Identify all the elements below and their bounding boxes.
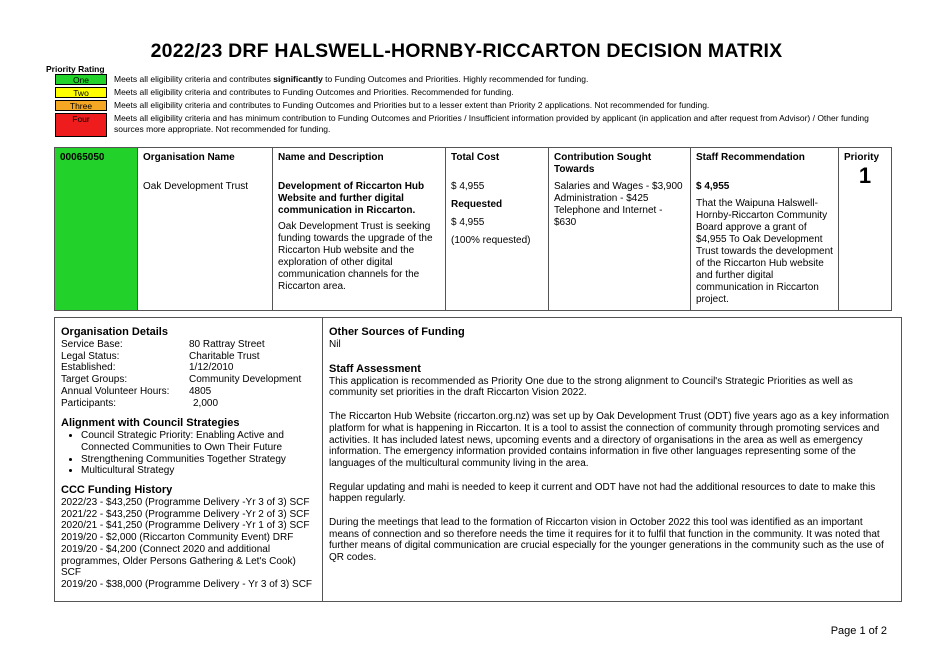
right-column [323,318,901,572]
rating-two-label: Two [55,87,107,98]
funding-history-heading: CCC Funding History [61,484,173,497]
total-cost: $ 4,955 [451,181,485,192]
cost-cell [446,148,549,311]
assessment-paragraph: This application is recommended as Priority One due to the strong alignment to Council's Strategic Priorities as well as community set priorities in the draft Riccarton Vision 2022. [329,375,853,399]
alignment-list [61,430,316,477]
left-column [55,318,323,601]
application-id: 00065050 [55,148,138,311]
details-panel [54,317,902,602]
project-description: Oak Development Trust is seeking funding towards the upgrade of the Riccarton Hub website and the exploration of other digital communication channels for the Riccarton area. [278,221,433,292]
assessment-paragraph: During the meetings that lead to the formation of Riccarton vision in October 2022 this tool was identified as an important means of connection and so therefore needs the time it requires for it to fulfil that function in the community. It was noted that further means of digital communication are crucial especially for the younger generations in the community such as the use of QR codes. [329,517,884,564]
priority-rating-heading: Priority Rating [46,64,105,74]
staff-header: Staff Recommendation [696,152,805,163]
org-header: Organisation Name [143,152,235,163]
org-details-heading: Organisation Details [61,326,168,338]
sought-header: Contribution Sought Towards [554,152,652,175]
list-item: 2019/20 - $38,000 (Programme Delivery - Yr 3 of 3) SCF [61,578,313,590]
list-item: 2019/20 - $2,000 (Riccarton Community Event) DRF [61,532,294,544]
list-item: 2020/21 - $41,250 (Programme Delivery -Yr 1 of 3) SCF [61,520,310,532]
priority-value: 1 [858,163,872,188]
application-table [54,147,892,311]
staff-assessment-heading: Staff Assessment [329,362,421,375]
org-cell [138,148,273,311]
priority-header: Priority [844,152,880,163]
desc-header: Name and Description [278,152,384,163]
list-item: • Strengthening Communities Together Strategy [81,454,316,466]
sought-item: Administration - $425 [554,193,649,204]
project-title: Development of Riccarton Hub Website and further digital communication in Riccarton. [278,181,425,216]
rating-one-desc: Meets all eligibility criteria and contributes significantly to Funding Outcomes and Priorities. Highly recommended for funding. [114,74,589,84]
detail-row: Annual Volunteer Hours: 4805 [61,385,212,397]
detail-row: Legal Status: Charitable Trust [61,350,260,362]
list-item: 2022/23 - $43,250 (Programme Delivery -Yr 3 of 3) SCF [61,497,310,509]
list-item: 2021/22 - $43,250 (Programme Delivery -Yr 2 of 3) SCF [61,508,310,520]
rating-one-label: One [55,74,107,85]
requested-amount: $ 4,955 [451,217,485,228]
org-name: Oak Development Trust [143,181,249,192]
detail-row: Participants: 2,000 [61,397,219,409]
sought-cell [549,148,691,311]
other-sources-heading: Other Sources of Funding [329,326,465,338]
page-title: 2022/23 DRF HALSWELL-HORNBY-RICCARTON DECISION MATRIX [150,40,783,62]
detail-row: Established: 1/12/2010 [61,362,234,374]
list-item: • Multicultural Strategy [81,465,316,477]
page-number: Page 1 of 2 [830,625,887,637]
staff-text: That the Waipuna Halswell-Hornby-Riccarton Community Board approve a grant of $4,955 To Oak Development Trust towards the development of the Riccarton Hub website and further digital communication in Riccarton project. [696,198,833,305]
rating-three-label: Three [55,100,107,111]
assessment-paragraph: The Riccarton Hub Website (riccarton.org.nz) was set up by Oak Development Trust (ODT) five years ago as a key information platform for what is happening in Riccarton. It is a tool to assist the connection of community through promoting services and activities. It has included latest news, upcoming events and a directory of organisations in the area as well as emergency information. The emergency information provided contains information in five other languages representing some of the languages of the multicultural community living in the area. [329,411,890,469]
staff-cell [691,148,839,311]
assessment-paragraph: Regular updating and mahi is needed to keep it current and ODT have not had the additional resources to date to make this happen regularly. [329,481,876,505]
sought-item: Salaries and Wages - $3,900 [554,181,683,192]
list-item: • Council Strategic Priority: Enabling Active and Connected Communities to Own Their Future [81,430,316,453]
requested-label: Requested [451,199,503,210]
rating-four-label: Four [55,113,107,137]
sought-item: Telephone and Internet - $630 [554,205,663,228]
rating-four-desc: Meets all eligibility criteria and has minimum contribution to Funding Outcomes and Priorities / Insufficient information provided by applicant (in application and after request from Advisor) / Other funding sources more appropriate. Not recommended for funding. [114,113,869,134]
list-item: 2019/20 - $4,200 (Connect 2020 and additional programmes, Older Persons Gathering & Let's Cook) SCF [61,543,296,579]
desc-cell [273,148,446,311]
detail-row: Service Base: 80 Rattray Street [61,339,265,350]
priority-cell [839,148,892,311]
other-sources-value: Nil [329,339,341,350]
requested-pct: (100% requested) [451,235,531,246]
rating-two-desc: Meets all eligibility criteria and contributes to Funding Outcomes and Priorities. Recommended for funding. [114,87,514,97]
staff-amount: $ 4,955 [696,181,730,192]
detail-row: Target Groups: Community Development [61,374,302,386]
rating-three-desc: Meets all eligibility criteria and contributes to Funding Outcomes and Priorities but to a lesser extent than Priority 2 applications. Not recommended for funding. [114,100,710,110]
alignment-heading: Alignment with Council Strategies [61,417,240,430]
cost-header: Total Cost [451,152,500,163]
